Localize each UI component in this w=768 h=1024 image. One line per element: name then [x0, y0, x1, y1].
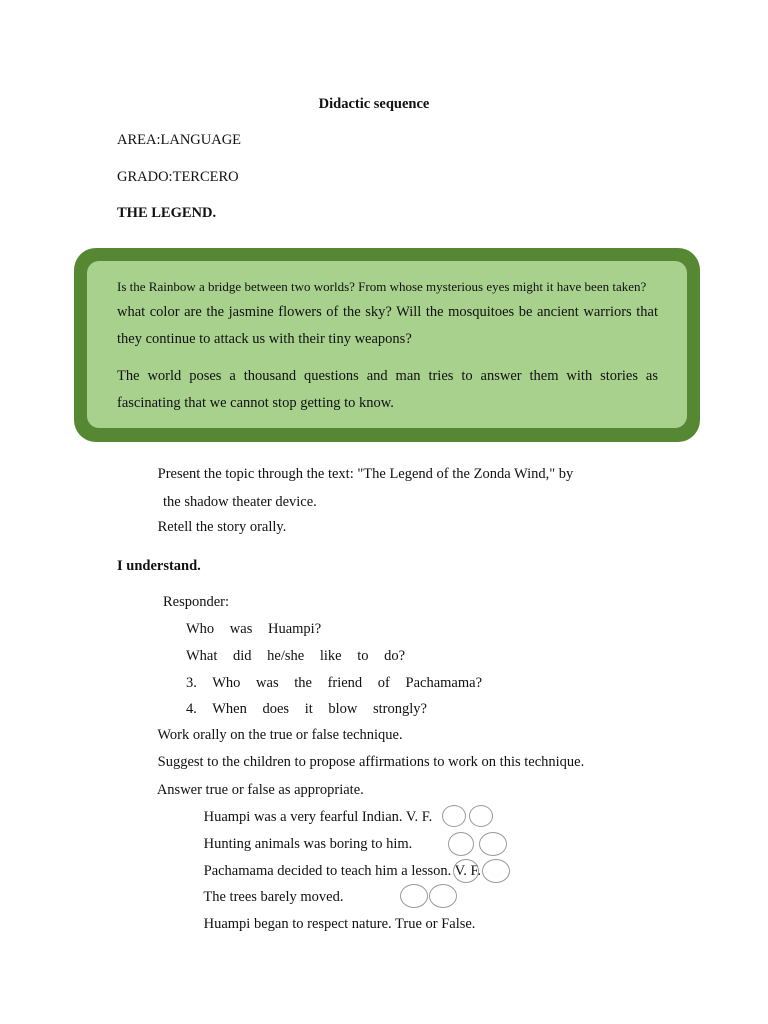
page-title: Didactic sequence — [318, 96, 430, 112]
responder-label: Responder: — [163, 594, 230, 610]
question-4: 4. When does it blow strongly? — [186, 701, 427, 717]
statement-2-text: Hunting animals was boring to him. — [203, 836, 413, 852]
statement-1 — [187, 808, 432, 826]
legend-heading: THE LEGEND. — [117, 205, 217, 221]
statement-5-text: Huampi began to respect nature. True or False. — [203, 916, 476, 932]
false-answer-circle-2[interactable] — [479, 832, 507, 856]
true-answer-circle-1[interactable] — [442, 805, 466, 827]
activity-item-2 — [141, 518, 286, 536]
activity-item-1-continued: the shadow theater device. — [163, 494, 317, 510]
question-3: 3. Who was the friend of Pachamama? — [186, 675, 482, 691]
intro-line-1: Is the Rainbow a bridge between two worlds? From whose mysterious eyes might it have been taken? — [117, 279, 647, 294]
area-label: AREA:LANGUAGE — [117, 132, 242, 148]
statement-4-text: The trees barely moved. — [203, 889, 344, 905]
true-answer-circle-3[interactable] — [453, 859, 479, 883]
statement-3-text: Pachamama decided to teach him a lesson. V. F. — [203, 863, 481, 879]
true-answer-circle-4[interactable] — [400, 884, 428, 908]
statement-5 — [187, 915, 475, 933]
grade-label: GRADO:TERCERO — [117, 169, 239, 185]
activity-item-2-text: Retell the story orally. — [157, 519, 287, 535]
false-answer-circle-4[interactable] — [429, 884, 457, 908]
intro-box-inner — [87, 261, 687, 428]
intro-line-5: fascinating that we cannot stop getting to know. — [117, 395, 394, 411]
understand-heading: I understand. — [117, 558, 201, 574]
intro-line-2: what color are the jasmine flowers of the sky? Will the mosquitoes be ancient warriors that — [117, 304, 658, 320]
task-item-3-text: Answer true or false as appropriate. — [156, 782, 364, 798]
question-2: What did he/she like to do? — [186, 648, 406, 664]
true-answer-circle-2[interactable] — [448, 832, 474, 856]
intro-line-3: they continue to attack us with their tiny weapons? — [117, 331, 412, 347]
intro-box — [74, 248, 700, 442]
false-answer-circle-3[interactable] — [482, 859, 510, 883]
activity-item-1-text: Present the topic through the text: "The Legend of the Zonda Wind," by — [157, 466, 574, 482]
statement-2 — [187, 835, 412, 853]
statement-1-text: Huampi was a very fearful Indian. V. F. — [203, 809, 433, 825]
question-1: Who was Huampi? — [186, 621, 322, 637]
false-answer-circle-1[interactable] — [469, 805, 493, 827]
activity-item-1 — [141, 465, 573, 483]
task-item-1 — [141, 726, 403, 744]
statement-3 — [187, 862, 481, 880]
task-item-3 — [141, 781, 364, 799]
task-item-2-text: Suggest to the children to propose affirmations to work on this technique. — [157, 754, 585, 770]
task-item-2 — [141, 753, 584, 771]
statement-4 — [187, 888, 343, 906]
task-item-1-text: Work orally on the true or false technique. — [157, 727, 403, 743]
intro-line-4: The world poses a thousand questions and man tries to answer them with stories as — [117, 368, 658, 384]
